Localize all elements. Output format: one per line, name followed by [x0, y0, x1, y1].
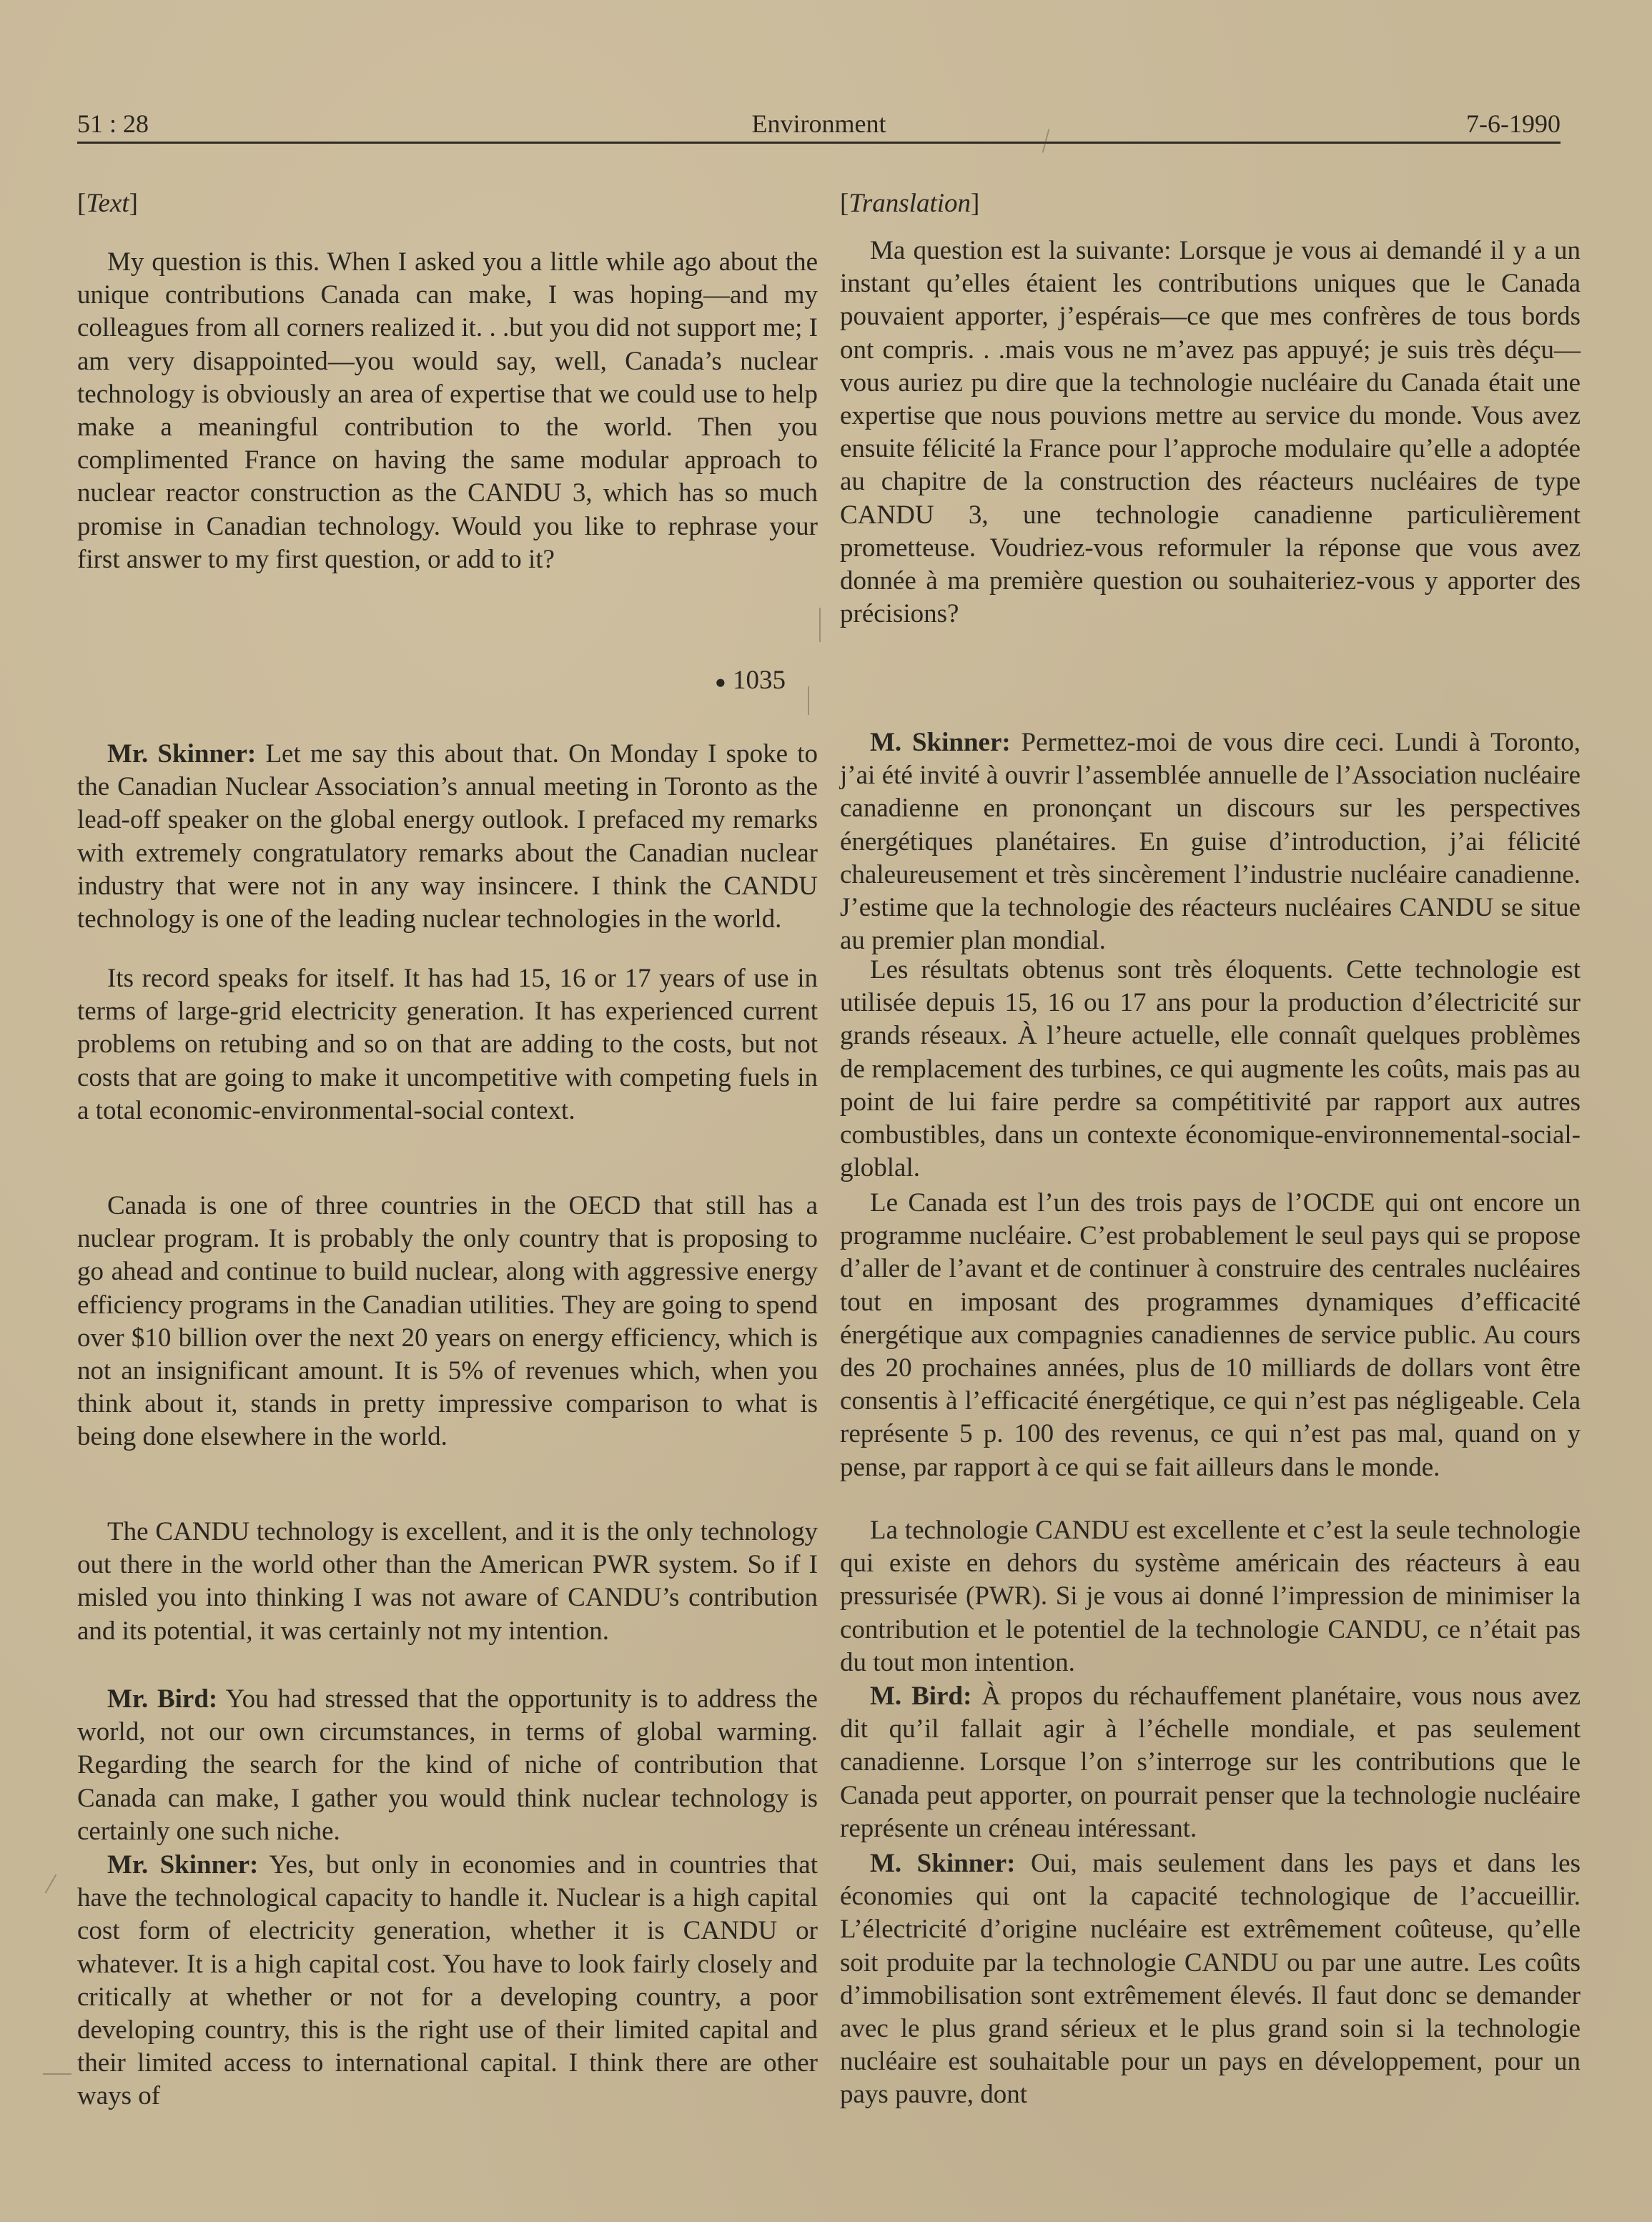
skinner-answer-paragraph-fr: M. Skinner: Permettez-moi de vous dire ceci. Lundi à Toronto, j’ai été invité à ouvrir l’assemblée annuelle de l’Association nucléaire canadienne en prononçant un discours sur les perspectives énergétiques planétaires. En guise d’introduction, j’ai félicité chaleureusement et très sincèrement l’industrie nucléaire canadienne. J’estime que la technologie des réacteurs nucléaires CANDU se situe au premier plan mondial.	[840, 728, 1581, 956]
bird-question-paragraph: Mr. Bird: You had stressed that the opportunity is to address the world, not our own circumstances, in terms of global warming. Regarding the search for the kind of niche of contribution that Canada can make, I gather you would think nuclear technology is certainly one such niche.	[77, 1684, 818, 1846]
speaker-name: Mr. Bird:	[107, 1684, 218, 1714]
speaker-name: M. Skinner:	[870, 1849, 1016, 1878]
skinner-reply-paragraph: Mr. Skinner: Yes, but only in economies and in countries that have the technological capacity to handle it. Nuclear is a high capital cost form of electricity generation, whether it is CANDU or whatever. It is a high capital cost. You have to look fairly closely and critically at whether or not for a developing country, a poor developing country, this is the right use of their limited capital and their limited access to international capital. I think there are other ways of	[77, 1850, 818, 2111]
margin-mark	[45, 1875, 57, 1894]
skinner-answer-paragraph: Mr. Skinner: Let me say this about that. On Monday I spoke to the Canadian Nuclear Association’s annual meeting in Toronto as the lead-off speaker on the global energy outlook. I prefaced my remarks with extremely congratulatory remarks about the Canadian nuclear industry that were not in any way insincere. I think the CANDU technology is one of the leading nuclear technologies in the world.	[77, 739, 818, 934]
record-paragraph-fr: Les résultats obtenus sont très éloquents. Cette technologie est utilisée depuis 15, 16 ou 17 ans pour la production d’électricité sur grands réseaux. À l’heure actuelle, elle connaît quelques problèmes de remplacement des turbines, ce qui augmente les coûts, mais pas au point de lui faire perdre sa compétitivité par rapport aux autres combustibles, dans un contexte économique-environnemental-social-globlal.	[840, 955, 1581, 1183]
committee-title: Environment	[751, 109, 886, 138]
time-marker: ● 1035	[715, 666, 786, 695]
translation-label: [Translation]	[840, 189, 980, 218]
question-paragraph-fr: Ma question est la suivante: Lorsque je vous ai demandé il y a un instant qu’elles étaient les contributions uniques que le Canada pouvaient apporter, j’espérais—ce que mes confrères de tous bords ont compris. . .mais vous ne m’avez pas appuyé; je suis très déçu—vous auriez pu dire que la technologie nucléaire du Canada était une expertise que nous pouvions mettre au service du monde. Vous avez ensuite félicité la France pour l’approche modulaire qu’elle a adoptée au chapitre de la construction des réacteurs nucléaires de type CANDU 3, une technologie canadienne particulièrement prometteuse. Voudriez-vous reformuler la réponse que vous avez donnée à ma première question ou souhaiteriez-vous y apporter des précisions?	[840, 236, 1581, 629]
speaker-name: Mr. Skinner:	[107, 739, 257, 769]
page-number: 51 : 28	[77, 109, 149, 138]
page-header	[77, 94, 1561, 144]
question-paragraph: My question is this. When I asked you a little while ago about the unique contributions Canada can make, I was hoping—and my colleagues from all corners realized it. . .but you did not support me; I am very disappointed—you would say, well, Canada’s nuclear technology is obviously an area of expertise that we could use to help make a meaningful contribution to the world. Then you complimented France on having the same modular approach to nuclear reactor construction as the CANDU 3, which has so much promise in Canadian technology. Would you like to rephrase your first answer to my first question, or add to it?	[77, 247, 818, 574]
speaker-name: M. Bird:	[870, 1682, 972, 1711]
speaker-name: Mr. Skinner:	[107, 1850, 259, 1880]
translation-label-block	[840, 187, 1581, 220]
skinner-reply-paragraph-fr: M. Skinner: Oui, mais seulement dans les pays et dans les économies qui ont la capacité technologique de l’accueillir. L’électricité d’origine nucléaire est extrêmement coûteuse, qu’elle soit produite par la technologie CANDU ou par une autre. Les coûts d’immobilisation sont extrêmement élevés. Il faut donc se demander avec le plus grand sérieux et le plus grand soin si la technologie nucléaire est souhaitable pour un pays en développement, pour un pays pauvre, dont	[840, 1849, 1581, 2110]
candu-paragraph-fr: La technologie CANDU est excellente et c’est la seule technologie qui existe en dehors du système américain des réacteurs à eau pressurisée (PWR). Si je vous ai donné l’impression de minimiser la contribution et le potentiel de la technologie CANDU, ce n’était pas du tout mon intention.	[840, 1516, 1581, 1677]
bullet-icon: ●	[715, 671, 726, 693]
margin-mark	[808, 686, 809, 715]
speaker-name: M. Skinner:	[870, 728, 1011, 757]
sitting-date: 7-6-1990	[1466, 109, 1561, 138]
text-label-block	[77, 187, 818, 220]
record-paragraph: Its record speaks for itself. It has had 15, 16 or 17 years of use in terms of large-grid electricity generation. It has experienced current problems on retubing and so on that are adding to the costs, but not costs that are going to make it uncompetitive with competing fuels in a total economic-environmental-social context.	[77, 964, 818, 1125]
candu-paragraph: The CANDU technology is excellent, and it is the only technology out there in the world other than the American PWR system. So if I misled you into thinking I was not aware of CANDU’s contribution and its potential, it was certainly not my intention.	[77, 1517, 818, 1646]
margin-mark	[43, 2073, 71, 2075]
oecd-paragraph: Canada is one of three countries in the OECD that still has a nuclear program. It is probably the only country that is proposing to go ahead and continue to build nuclear, along with aggressive energy efficiency programs in the Canadian utilities. They are going to spend over $10 billion over the next 20 years on energy efficiency, which is not an insignificant amount. It is 5% of revenues which, when you think about it, stands in pretty impressive comparison to what is being done elsewhere in the world.	[77, 1191, 818, 1452]
margin-mark	[819, 608, 821, 642]
text-label: [Text]	[77, 189, 138, 218]
bird-question-paragraph-fr: M. Bird: À propos du réchauffement planétaire, vous nous avez dit qu’il fallait agir à l’échelle mondiale, et pas seulement canadienne. Lorsque l’on s’interroge sur les contributions que le Canada peut apporter, on pourrait penser que la technologie nucléaire représente un créneau intéressant.	[840, 1682, 1581, 1843]
oecd-paragraph-fr: Le Canada est l’un des trois pays de l’OCDE qui ont encore un programme nucléaire. C’est probablement le seul pays qui se propose d’aller de l’avant et de continuer à construire des centrales nucléaires tout en imposant des programmes dynamiques d’efficacité énergétique aux compagnies canadiennes de service public. Au cours des 20 prochaines années, plus de 10 milliards de dollars vont être consentis à l’efficacité énergétique, ce qui n’est pas négligeable. Cela représente 5 p. 100 des revenus, ce qui n’est pas mal, quand on y pense, par rapport à ce qui se fait ailleurs dans le monde.	[840, 1188, 1581, 1482]
